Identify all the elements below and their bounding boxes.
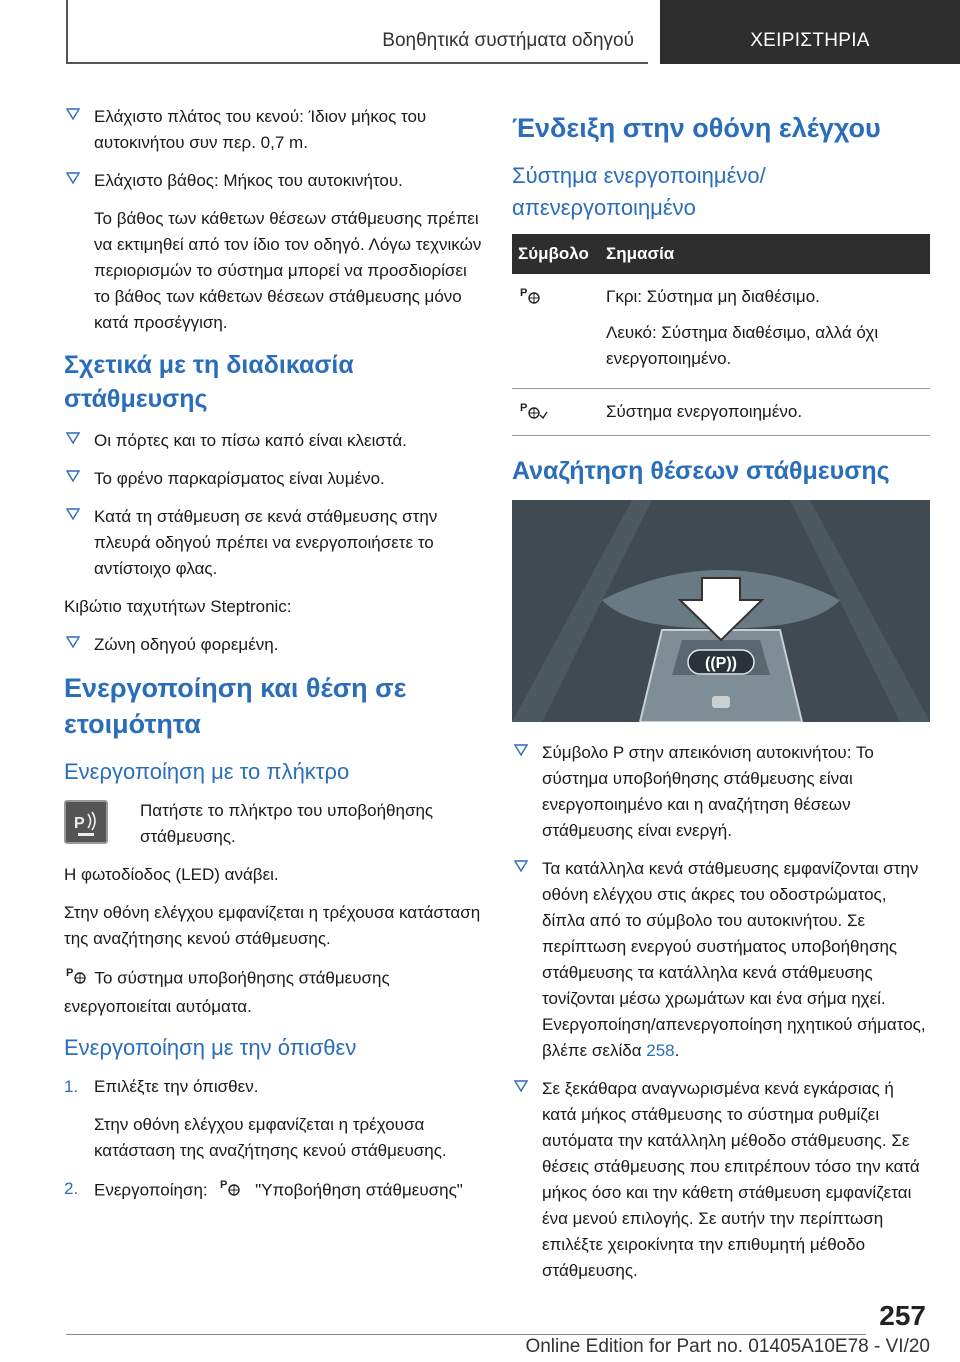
svg-text:((P)): ((P)) — [705, 655, 737, 672]
subsection-heading: Ενεργοποίηση με το πλήκτρο — [64, 759, 350, 784]
list-item — [64, 504, 484, 582]
page-number: 257 — [879, 1300, 926, 1331]
footer-divider — [66, 1334, 866, 1335]
bullet-triangle-icon — [66, 432, 80, 443]
bullet-triangle-icon — [66, 508, 80, 519]
paragraph-text: Το σύστημα υποβοήθησης στάθμευσης ενεργοποιείται αυτόματα. — [64, 968, 390, 1016]
paragraph: Το βάθος των κάθετων θέσεων στάθμευσης πρέπει να εκτιμηθεί από τον ίδιο τον οδηγό. Λόγω τεχνικών περιορισμών το σύστημα μπορεί να προσδιορίσει το βάθος των κάθετων θέσεων στάθμευσης μόνο κατά προσέγγιση. — [94, 209, 482, 332]
park-assist-button-icon — [64, 800, 108, 844]
symbol-table — [512, 234, 930, 436]
list-item — [512, 740, 930, 844]
park-assist-symbol-icon — [518, 284, 544, 306]
header-section-box — [66, 0, 648, 64]
list-item — [64, 632, 484, 658]
table-header-row — [512, 234, 930, 274]
paragraph — [64, 964, 484, 1020]
subsection-heading: Σύστημα ενεργοποιημένο/ απενεργοποιημένο — [512, 163, 766, 220]
list-item — [64, 428, 484, 454]
parking-search-display-image — [512, 500, 930, 722]
page-header — [0, 0, 960, 64]
table-header-symbol: Σύμβολο — [512, 234, 600, 274]
key-instruction-text: Πατήστε το πλήκτρο του υποβοήθησης στάθμευσης. — [140, 801, 434, 846]
bullet-triangle-icon — [514, 1080, 528, 1091]
step-item — [64, 1074, 484, 1100]
paragraph: Η φωτοδίοδος (LED) ανάβει. — [64, 865, 279, 884]
edition-note: Online Edition for Part no. 01405A10E78 - VI/20 — [525, 1336, 930, 1357]
step-text-menu: "Υποβοήθηση στάθμευσης" — [255, 1180, 463, 1200]
chapter-heading: Ενεργοποίηση και θέση σε ετοιμότητα — [64, 673, 407, 739]
page-reference-link[interactable]: 258 — [646, 1041, 675, 1060]
bullet-triangle-icon — [66, 108, 80, 119]
table-row — [512, 274, 930, 389]
svg-text:P: P — [520, 402, 528, 414]
meaning-text: Λευκό: Σύστημα διαθέσιμο, αλλά όχι ενεργοποιημένο. — [606, 323, 879, 368]
table-cell-symbol — [512, 274, 600, 389]
table-header-meaning: Σημασία — [600, 234, 930, 274]
park-assist-symbol-icon — [64, 964, 90, 994]
step-number: 1. — [64, 1077, 79, 1096]
bullet-text: Ελάχιστο βάθος: Μήκος του αυτοκινήτου. — [94, 171, 403, 190]
page-footer — [0, 1300, 960, 1362]
bullet-text: Οι πόρτες και το πίσω καπό είναι κλειστά. — [94, 431, 407, 450]
list-item — [64, 168, 484, 194]
park-assist-active-symbol-icon — [518, 399, 548, 421]
bullet-text: Τα κατάλληλα κενά στάθμευσης εμφανίζονται στην οθόνη ελέγχου στις άκρες του οδοστρώματος, δίπλα από το σύμβολο του αυτοκινήτου. Σε περίπτωση ενεργού συστήματος υποβοήθησης στάθμευσης τα κατάλληλα κενά στάθμευσης τονίζονται μέσω χρωμάτων και ένα σήμα ηχεί. Ενεργοποίηση/απενεργοποίηση ηχητικού σήματος, βλέπε σελίδα — [542, 859, 926, 1060]
table-row — [512, 389, 930, 436]
step-item — [64, 1176, 484, 1206]
svg-text:P: P — [74, 815, 85, 832]
bullet-triangle-icon — [514, 860, 528, 871]
header-section-title: Βοηθητικά συστήματα οδηγού — [382, 30, 634, 51]
step-text: Ενεργοποίηση: — [94, 1180, 208, 1200]
bullet-text: Κατά τη στάθμευση σε κενά στάθμευσης στην πλευρά οδηγού πρέπει να ενεργοποιήσετε το αντίστοιχο φλας. — [94, 507, 438, 578]
subsection-heading: Ενεργοποίηση με την όπισθεν — [64, 1035, 357, 1060]
table-cell-symbol — [512, 389, 600, 436]
bullet-triangle-icon — [514, 744, 528, 755]
paragraph: Στην οθόνη ελέγχου εμφανίζεται η τρέχουσα κατάσταση της αναζήτησης κενού στάθμευσης. — [64, 903, 481, 948]
key-instruction — [64, 798, 484, 850]
svg-text:P: P — [66, 967, 74, 979]
list-item — [64, 466, 484, 492]
list-item — [512, 856, 930, 1064]
left-column — [64, 104, 484, 1218]
bullet-text: Σύμβολο P στην απεικόνιση αυτοκινήτου: Το σύστημα υποβοήθησης στάθμευσης είναι ενεργοποιημένο και η αναζήτηση θέσεων στάθμευσης είναι ενεργή. — [542, 743, 874, 840]
meaning-text: Γκρι: Σύστημα μη διαθέσιμο. — [606, 287, 820, 306]
bullet-triangle-icon — [66, 636, 80, 647]
svg-text:P: P — [220, 1179, 228, 1191]
header-chapter-tab: ΧΕΙΡΙΣΤΗΡΙΑ — [660, 0, 960, 64]
bullet-text: Σε ξεκάθαρα αναγνωρισμένα κενά εγκάρσιας ή κατά μήκος στάθμευσης το σύστημα ρυθμίζει αυτόματα την κατάλληλη μέθοδο στάθμευσης. Σε θέσεις στάθμευσης που επιτρέπουν τόσο την κατά μήκος όσο και την κάθετη στάθμευση εμφανίζεται ένα μενού επιλογής. Σε αυτήν την περίπτωση επιλέξτε χειροκίνητα την επιθυμητή μέθοδο στάθμευσης. — [542, 1079, 920, 1280]
svg-text:P: P — [520, 287, 528, 299]
chapter-heading: Ένδειξη στην οθόνη ελέγχου — [512, 113, 881, 143]
park-assist-symbol-icon — [218, 1176, 244, 1206]
step-number: 2. — [64, 1179, 79, 1198]
section-heading: Αναζήτηση θέσεων στάθμευσης — [512, 457, 890, 485]
bullet-text: Ελάχιστο πλάτος του κενού: Ίδιον μήκος του αυτοκινήτου συν περ. 0,7 m. — [94, 107, 427, 152]
list-item — [64, 104, 484, 156]
section-heading: Σχετικά με τη διαδικασία στάθμευσης — [64, 351, 354, 413]
paragraph: Κιβώτιο ταχυτήτων Steptronic: — [64, 597, 292, 616]
table-cell-meaning — [600, 274, 930, 389]
bullet-triangle-icon — [66, 172, 80, 183]
table-cell-meaning: Σύστημα ενεργοποιημένο. — [600, 389, 930, 436]
bullet-text-end: . — [674, 1041, 680, 1060]
list-item — [512, 1076, 930, 1284]
bullet-triangle-icon — [66, 470, 80, 481]
bullet-text: Το φρένο παρκαρίσματος είναι λυμένο. — [94, 469, 385, 488]
step-text: Επιλέξτε την όπισθεν. — [94, 1077, 259, 1096]
right-column — [512, 104, 930, 1296]
paragraph: Στην οθόνη ελέγχου εμφανίζεται η τρέχουσα κατάσταση της αναζήτησης κενού στάθμευσης. — [94, 1115, 447, 1160]
bullet-text: Ζώνη οδηγού φορεμένη. — [94, 635, 279, 654]
